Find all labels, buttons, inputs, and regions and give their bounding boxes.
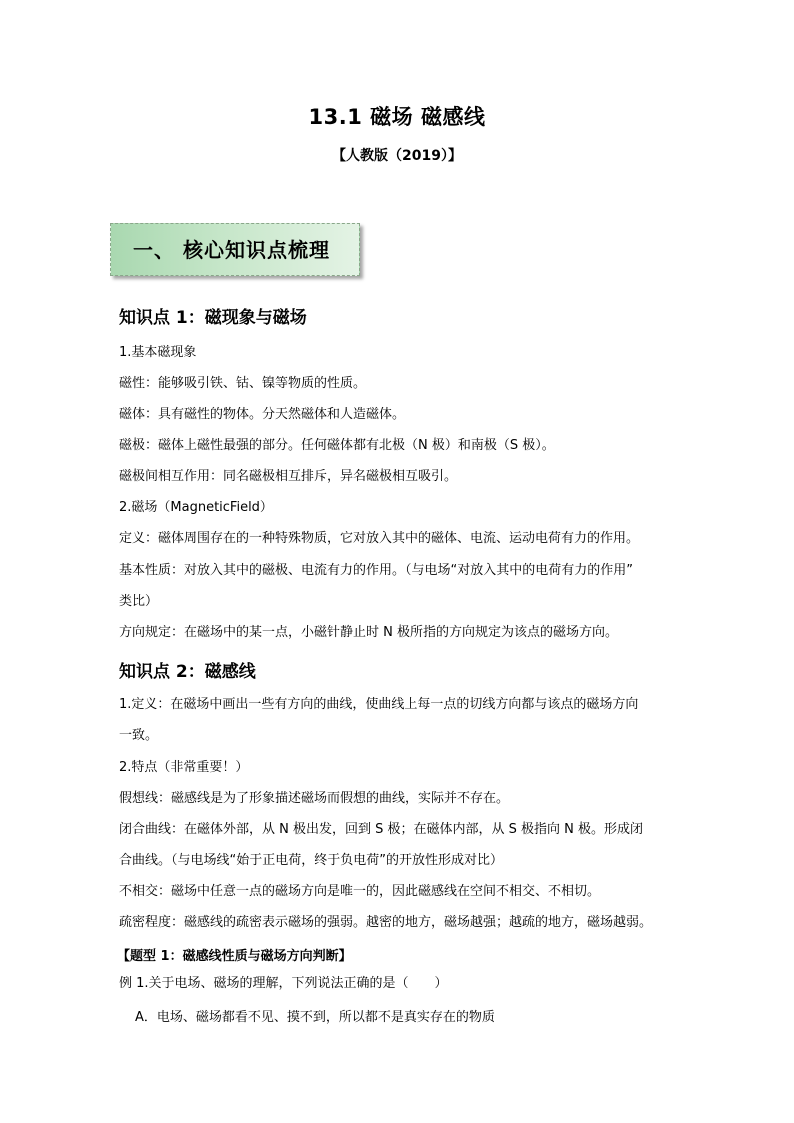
kp2-line: 合曲线。（与电场线“始于正电荷，终于负电荷”的开放性形成对比） [119, 853, 503, 868]
question-type-heading: 【题型 1：磁感线性质与磁场方向判断】 [117, 949, 352, 964]
page-subtitle: 【人教版（2019）】 [332, 148, 462, 164]
kp2-line: 闭合曲线：在磁体外部，从 N 极出发，回到 S 极；在磁体内部，从 S 极指向 N 极。形成闭 [119, 822, 644, 837]
option-a: A．电场、磁场都看不见、摸不到，所以都不是真实存在的物质 [135, 1010, 495, 1025]
example-question: 例 1.关于电场、磁场的理解，下列说法正确的是（ ） [119, 976, 448, 991]
kp2-line: 不相交：磁场中任意一点的磁场方向是唯一的，因此磁感线在空间不相交、不相切。 [119, 884, 601, 899]
kp1-line: 1.基本磁现象 [119, 345, 197, 360]
kp1-line: 类比） [119, 594, 159, 609]
kp2-line: 1.定义：在磁场中画出一些有方向的曲线，使曲线上每一点的切线方向都与该点的磁场方向 [119, 697, 639, 712]
kp2-line: 假想线：磁感线是为了形象描述磁场而假想的曲线，实际并不存在。 [119, 791, 510, 806]
kp2-line: 2.特点（非常重要！） [119, 760, 249, 775]
kp1-heading: 知识点 1：磁现象与磁场 [119, 308, 307, 328]
kp1-line: 磁体：具有磁性的物体。分天然磁体和人造磁体。 [119, 407, 406, 422]
kp1-line: 定义：磁体周围存在的一种特殊物质，它对放入其中的磁体、电流、运动电荷有力的作用。 [119, 531, 640, 546]
kp1-line: 磁性：能够吸引铁、钴、镍等物质的性质。 [119, 376, 367, 391]
kp1-line: 磁极间相互作用：同名磁极相互排斥，异名磁极相互吸引。 [119, 469, 458, 484]
kp2-line: 疏密程度：磁感线的疏密表示磁场的强弱。越密的地方，磁场越强；越疏的地方，磁场越弱。 [119, 915, 653, 930]
kp1-line: 方向规定：在磁场中的某一点，小磁针静止时 N 极所指的方向规定为该点的磁场方向。 [119, 625, 618, 640]
page-title: 13.1 磁场 磁感线 [308, 105, 486, 129]
section-banner: 一、 核心知识点梳理 [110, 223, 360, 276]
kp1-line: 磁极：磁体上磁性最强的部分。任何磁体都有北极（N 极）和南极（S 极）。 [119, 438, 555, 453]
kp1-line: 基本性质：对放入其中的磁极、电流有力的作用。（与电场“对放入其中的电荷有力的作用” [119, 563, 633, 578]
kp2-line: 一致。 [119, 728, 159, 743]
kp2-heading: 知识点 2：磁感线 [119, 662, 256, 682]
kp1-line: 2.磁场（MagneticField） [119, 500, 273, 515]
